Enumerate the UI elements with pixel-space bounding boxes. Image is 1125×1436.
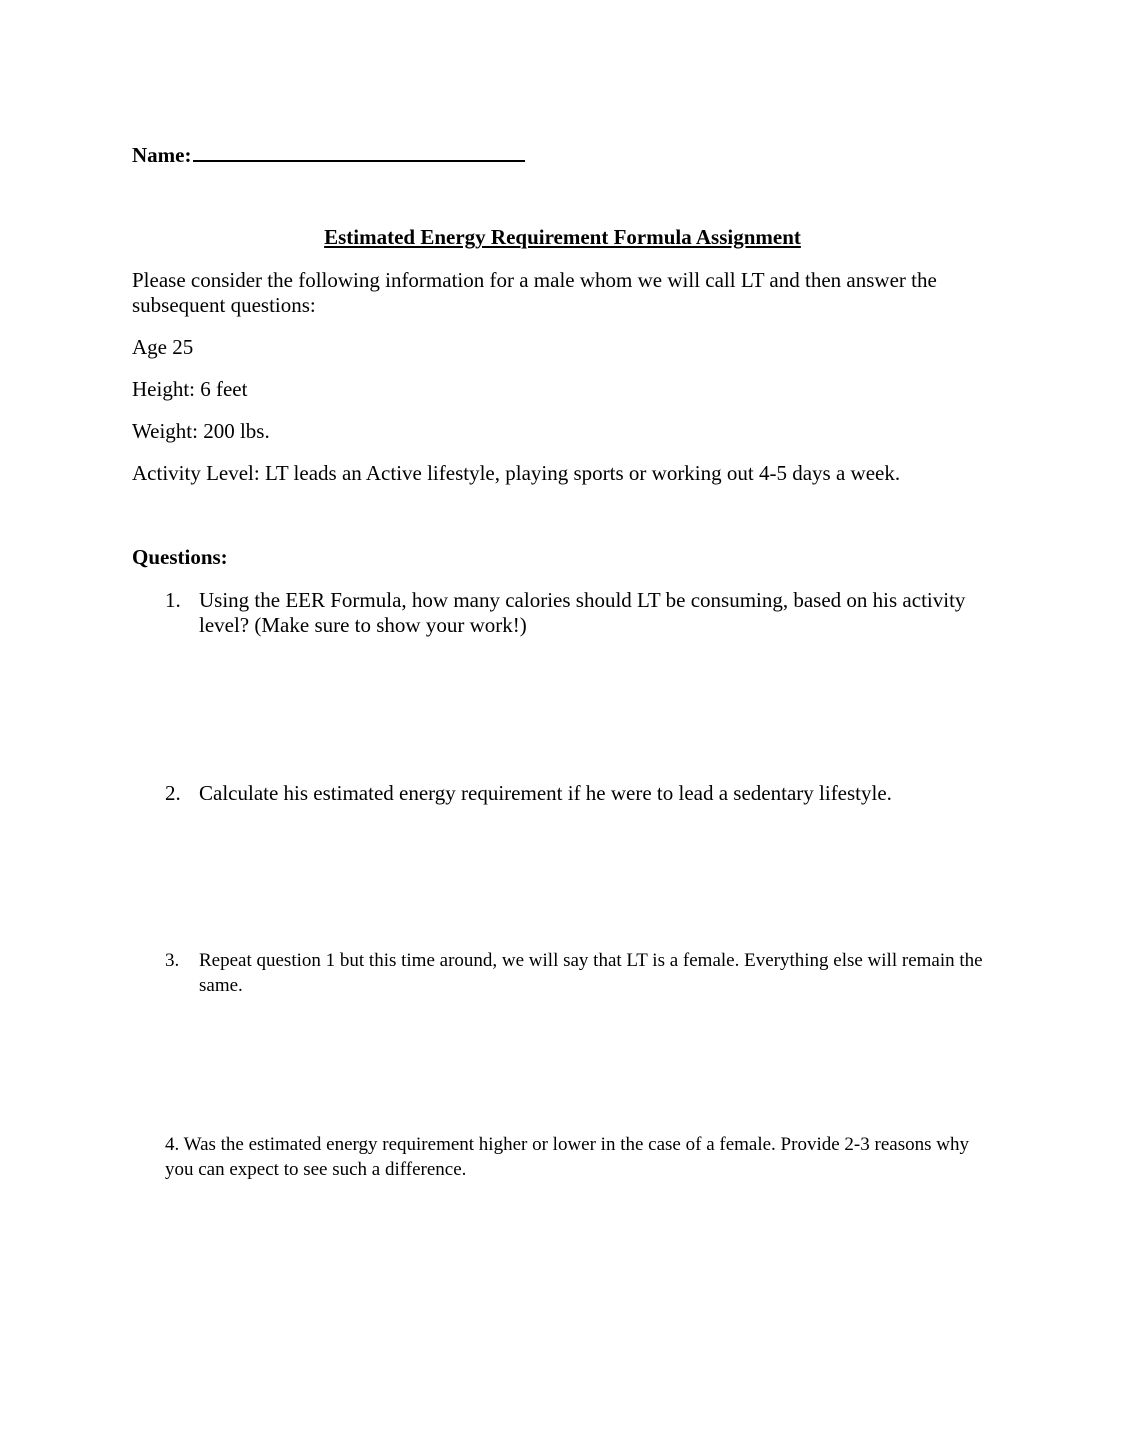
question-1-text: Using the EER Formula, how many calories should LT be consuming, based on his activity level? (Make sure to show your work!)	[199, 588, 966, 637]
question-3-text: Repeat question 1 but this time around, we will say that LT is a female. Everything else will remain the same.	[199, 950, 983, 996]
fact-height: Height: 6 feet	[132, 377, 248, 401]
fact-weight: Weight: 200 lbs.	[132, 419, 270, 443]
fact-activity-level: Activity Level: LT leads an Active lifestyle, playing sports or working out 4-5 days a week.	[132, 461, 901, 485]
question-2-number: 2.	[165, 781, 181, 805]
question-2-text: Calculate his estimated energy requirement if he were to lead a sedentary lifestyle.	[199, 781, 892, 805]
question-4-text: 4. Was the estimated energy requirement higher or lower in the case of a female. Provide 2-3 reasons why you can expect to see such a difference.	[165, 1134, 969, 1180]
questions-heading: Questions:	[132, 545, 228, 569]
intro-paragraph: Please consider the following information for a male whom we will call LT and then answer the subsequent questions:	[132, 268, 937, 317]
name-label: Name:	[132, 143, 192, 167]
document-title: Estimated Energy Requirement Formula Assignment	[324, 225, 801, 249]
fact-age: Age 25	[132, 335, 194, 359]
question-3-number: 3.	[165, 950, 180, 971]
name-blank-line[interactable]	[193, 141, 525, 162]
name-field	[132, 141, 525, 168]
question-1-number: 1.	[165, 588, 181, 612]
